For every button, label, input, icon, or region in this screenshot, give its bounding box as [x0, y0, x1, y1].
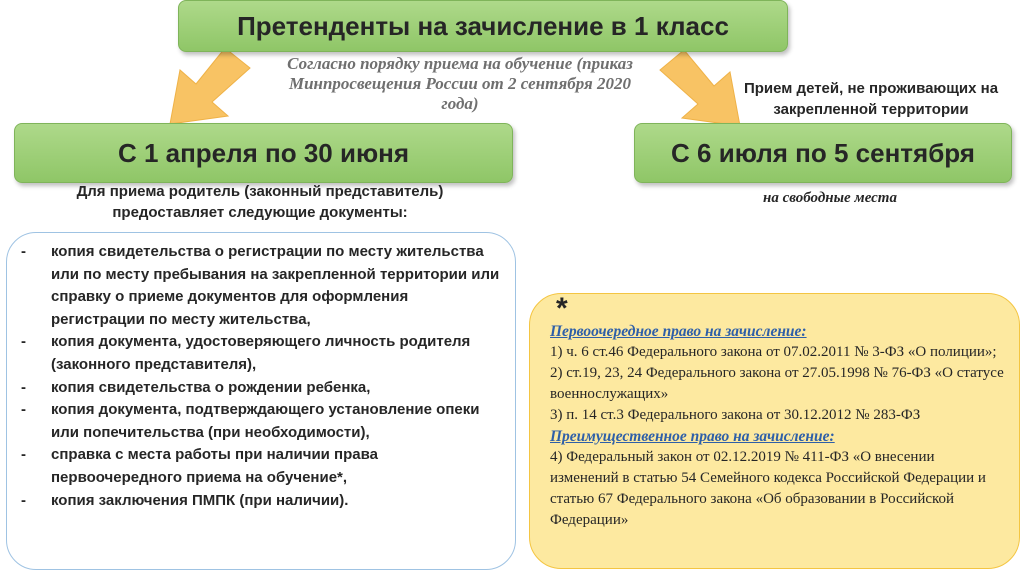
- document-item: [21, 399, 505, 444]
- free-places-note: на свободные места: [763, 190, 897, 206]
- list-dash: -: [21, 243, 26, 260]
- document-text: копия свидетельства о регистрации по месту жительства или по месту пребывания на закрепленной территории или справку о приеме документов для оформления регистрации по месту жительства,: [51, 243, 500, 328]
- period-1-text: С 1 апреля по 30 июня: [117, 137, 410, 168]
- first-priority-item: 1) ч. 6 ст.46 Федерального закона от 07.02.2011 № 3-ФЗ «О полиции»;: [550, 344, 997, 360]
- order-note: Согласно порядку приема на обучение (приказ Минпросвещения России от 2 сентября 2020 года): [287, 54, 633, 113]
- non-resident-note: Прием детей, не проживающих на закрепленной территории: [743, 80, 999, 118]
- preferential-right-heading: Преимущественное право на зачисление:: [550, 428, 835, 445]
- asterisk-mark: *: [556, 292, 568, 325]
- document-text: копия свидетельства о рождении ребенка,: [51, 378, 371, 396]
- list-dash: -: [21, 378, 26, 396]
- page-title-text: Претенденты на зачисление в 1 класс: [237, 10, 729, 41]
- preferential-right-item: 4) Федеральный закон от 02.12.2019 № 411-ФЗ «О внесении изменений в статью 54 Семейного кодекса Российской Федерации и статью 67 Федерального закона «Об образовании в Российской Федерации»: [550, 449, 986, 528]
- documents-list: [21, 241, 505, 512]
- arrow-down-left-icon: [150, 40, 260, 130]
- document-text: справка с места работы при наличии права первоочередного приема на обучение*,: [51, 446, 378, 486]
- list-dash: -: [21, 491, 26, 509]
- list-dash: -: [21, 333, 26, 351]
- document-text: копия заключения ПМПК (при наличии).: [51, 491, 349, 509]
- first-priority-heading: Первоочередное право на зачисление:: [550, 323, 807, 340]
- documents-intro: Для приема родитель (законный представитель) предоставляет следующие документы:: [76, 183, 444, 221]
- documents-box: [6, 232, 516, 570]
- period-2-text: С 6 июля по 5 сентября: [671, 137, 975, 168]
- document-text: копия документа, удостоверяющего личность родителя (законного представителя),: [51, 333, 471, 373]
- first-priority-item: 3) п. 14 ст.3 Федерального закона от 30.12.2012 № 283-ФЗ: [550, 407, 921, 423]
- period-2-box: [634, 123, 1012, 183]
- document-text: копия документа, подтверждающего установление опеки или попечительства (при необходимости),: [51, 401, 480, 441]
- list-dash: -: [21, 446, 26, 464]
- document-item: [21, 377, 505, 400]
- priority-rights-content: [550, 321, 1005, 531]
- document-item: [21, 331, 505, 376]
- document-item: [21, 490, 505, 513]
- priority-rights-box: [529, 293, 1020, 569]
- page-title: [178, 0, 788, 52]
- document-item: [21, 444, 505, 489]
- document-item: [21, 241, 505, 331]
- list-dash: -: [21, 401, 26, 419]
- first-priority-item: 2) ст.19, 23, 24 Федерального закона от 27.05.1998 № 76-ФЗ «О статусе военнослужащих»: [550, 365, 1004, 402]
- period-1-box: [14, 123, 513, 183]
